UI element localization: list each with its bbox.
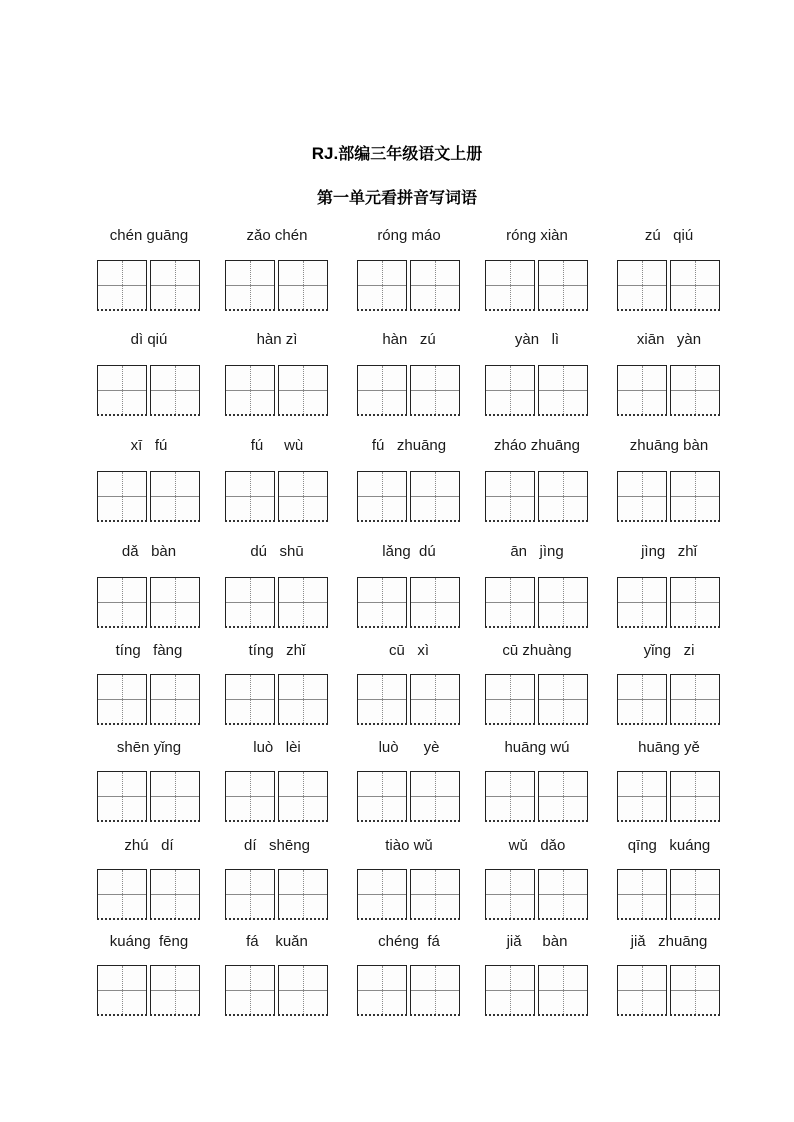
guide-line-vertical — [175, 966, 176, 1014]
tianzige-box[interactable] — [670, 471, 720, 522]
tianzige-box[interactable] — [485, 471, 535, 522]
writing-box-pair — [357, 965, 461, 1016]
tianzige-box[interactable] — [150, 965, 200, 1016]
guide-line-vertical — [303, 772, 304, 820]
pinyin-label: fú wù — [250, 437, 304, 454]
guide-line-vertical — [382, 261, 383, 309]
guide-line-vertical — [510, 772, 511, 820]
guide-line-vertical — [642, 870, 643, 918]
tianzige-box[interactable] — [410, 771, 460, 822]
pinyin-label: dú shū — [250, 543, 304, 560]
tianzige-box[interactable] — [150, 869, 200, 920]
tianzige-box[interactable] — [357, 869, 407, 920]
pinyin-label: róng máo — [377, 227, 441, 244]
tianzige-box[interactable] — [538, 771, 588, 822]
tianzige-box[interactable] — [617, 260, 667, 311]
writing-box-pair — [225, 577, 329, 628]
writing-box-pair — [97, 771, 201, 822]
guide-line-vertical — [382, 578, 383, 626]
guide-line-vertical — [695, 870, 696, 918]
tianzige-box[interactable] — [97, 965, 147, 1016]
tianzige-box[interactable] — [485, 771, 535, 822]
pinyin-label: kuáng fēng — [109, 933, 189, 950]
guide-line-vertical — [510, 870, 511, 918]
writing-box-pair — [357, 577, 461, 628]
pinyin-label: yàn lì — [514, 331, 560, 348]
guide-line-vertical — [510, 472, 511, 520]
guide-line-vertical — [642, 261, 643, 309]
tianzige-box[interactable] — [225, 674, 275, 725]
pinyin-label: shēn yǐng — [116, 739, 182, 756]
tianzige-box[interactable] — [670, 577, 720, 628]
guide-line-vertical — [563, 472, 564, 520]
guide-line-vertical — [510, 261, 511, 309]
guide-line-vertical — [303, 261, 304, 309]
writing-box-pair — [617, 260, 721, 311]
writing-box-pair — [357, 365, 461, 416]
writing-box-pair — [485, 771, 589, 822]
guide-line-vertical — [642, 772, 643, 820]
guide-line-vertical — [642, 966, 643, 1014]
tianzige-box[interactable] — [150, 471, 200, 522]
tianzige-box[interactable] — [150, 365, 200, 416]
guide-line-vertical — [435, 366, 436, 414]
pinyin-label: zǎo chén — [246, 227, 308, 244]
title-text: 部编三年级语文上册 — [338, 144, 483, 163]
title-prefix: RJ. — [311, 144, 339, 163]
tianzige-box[interactable] — [97, 365, 147, 416]
guide-line-vertical — [435, 772, 436, 820]
guide-line-vertical — [303, 578, 304, 626]
tianzige-box[interactable] — [97, 577, 147, 628]
tianzige-box[interactable] — [538, 674, 588, 725]
tianzige-box[interactable] — [538, 471, 588, 522]
writing-box-pair — [97, 365, 201, 416]
tianzige-box[interactable] — [538, 965, 588, 1016]
tianzige-box[interactable] — [225, 965, 275, 1016]
writing-box-pair — [357, 869, 461, 920]
pinyin-label: jiǎ zhuāng — [630, 933, 708, 950]
pinyin-label: jiǎ bàn — [506, 933, 568, 950]
guide-line-vertical — [122, 261, 123, 309]
tianzige-box[interactable] — [485, 869, 535, 920]
guide-line-vertical — [695, 472, 696, 520]
pinyin-label: cū zhuàng — [502, 642, 572, 659]
pinyin-label: jìng zhǐ — [641, 543, 697, 560]
tianzige-box[interactable] — [410, 965, 460, 1016]
writing-box-pair — [97, 471, 201, 522]
tianzige-box[interactable] — [150, 577, 200, 628]
writing-box-pair — [485, 577, 589, 628]
guide-line-vertical — [695, 966, 696, 1014]
pinyin-label: tíng fàng — [115, 642, 183, 659]
writing-box-pair — [357, 771, 461, 822]
tianzige-box[interactable] — [670, 869, 720, 920]
guide-line-vertical — [435, 578, 436, 626]
pinyin-label: xī fú — [130, 437, 168, 454]
tianzige-box[interactable] — [97, 674, 147, 725]
guide-line-vertical — [250, 472, 251, 520]
guide-line-vertical — [563, 966, 564, 1014]
tianzige-box[interactable] — [278, 869, 328, 920]
writing-box-pair — [97, 260, 201, 311]
tianzige-box[interactable] — [225, 771, 275, 822]
tianzige-box[interactable] — [357, 674, 407, 725]
guide-line-vertical — [122, 366, 123, 414]
tianzige-box[interactable] — [410, 365, 460, 416]
page-subtitle: 第一单元看拼音写词语 — [316, 188, 477, 207]
tianzige-box[interactable] — [357, 577, 407, 628]
tianzige-box[interactable] — [225, 577, 275, 628]
tianzige-box[interactable] — [670, 365, 720, 416]
tianzige-box[interactable] — [410, 674, 460, 725]
tianzige-box[interactable] — [670, 674, 720, 725]
writing-box-pair — [617, 771, 721, 822]
tianzige-box[interactable] — [617, 365, 667, 416]
pinyin-label: qīng kuáng — [627, 837, 711, 854]
guide-line-vertical — [563, 578, 564, 626]
tianzige-box[interactable] — [670, 965, 720, 1016]
guide-line-vertical — [175, 578, 176, 626]
pinyin-label: luò lèi — [253, 739, 301, 756]
guide-line-vertical — [563, 772, 564, 820]
writing-box-pair — [485, 365, 589, 416]
pinyin-label: fú zhuāng — [371, 437, 447, 454]
pinyin-label: wǔ dǎo — [508, 837, 566, 854]
pinyin-label: zhuāng bàn — [629, 437, 709, 454]
tianzige-box[interactable] — [670, 260, 720, 311]
pinyin-label: cū xì — [388, 642, 429, 659]
pinyin-label: tíng zhǐ — [248, 642, 306, 659]
tianzige-box[interactable] — [485, 577, 535, 628]
tianzige-box[interactable] — [278, 260, 328, 311]
writing-box-pair — [225, 471, 329, 522]
tianzige-box[interactable] — [225, 365, 275, 416]
guide-line-vertical — [303, 472, 304, 520]
guide-line-vertical — [250, 578, 251, 626]
writing-box-pair — [617, 674, 721, 725]
guide-line-vertical — [382, 966, 383, 1014]
tianzige-box[interactable] — [670, 771, 720, 822]
tianzige-box[interactable] — [150, 771, 200, 822]
guide-line-vertical — [510, 966, 511, 1014]
writing-box-pair — [357, 471, 461, 522]
page-title — [0, 141, 794, 164]
tianzige-box[interactable] — [97, 260, 147, 311]
guide-line-vertical — [435, 472, 436, 520]
guide-line-vertical — [175, 772, 176, 820]
tianzige-box[interactable] — [617, 471, 667, 522]
writing-box-pair — [617, 965, 721, 1016]
writing-box-pair — [225, 260, 329, 311]
tianzige-box[interactable] — [410, 577, 460, 628]
tianzige-box[interactable] — [278, 674, 328, 725]
writing-box-pair — [225, 365, 329, 416]
writing-box-pair — [225, 674, 329, 725]
guide-line-vertical — [382, 870, 383, 918]
pinyin-label: chén guāng — [109, 227, 189, 244]
pinyin-label: zhú dí — [124, 837, 174, 854]
guide-line-vertical — [250, 870, 251, 918]
tianzige-box[interactable] — [357, 260, 407, 311]
tianzige-box[interactable] — [538, 869, 588, 920]
tianzige-box[interactable] — [538, 365, 588, 416]
writing-box-pair — [485, 471, 589, 522]
guide-line-vertical — [175, 675, 176, 723]
guide-line-vertical — [435, 675, 436, 723]
tianzige-box[interactable] — [357, 471, 407, 522]
tianzige-box[interactable] — [538, 577, 588, 628]
tianzige-box[interactable] — [357, 771, 407, 822]
tianzige-box[interactable] — [410, 471, 460, 522]
guide-line-vertical — [175, 472, 176, 520]
writing-box-pair — [97, 674, 201, 725]
writing-box-pair — [357, 674, 461, 725]
guide-line-vertical — [382, 472, 383, 520]
pinyin-label: dǎ bàn — [121, 543, 177, 560]
tianzige-box[interactable] — [538, 260, 588, 311]
guide-line-vertical — [695, 261, 696, 309]
guide-line-vertical — [175, 261, 176, 309]
tianzige-box[interactable] — [357, 965, 407, 1016]
guide-line-vertical — [250, 772, 251, 820]
tianzige-box[interactable] — [225, 471, 275, 522]
guide-line-vertical — [175, 870, 176, 918]
pinyin-label: tiào wǔ — [385, 837, 433, 854]
guide-line-vertical — [250, 966, 251, 1014]
writing-box-pair — [97, 965, 201, 1016]
writing-box-pair — [357, 260, 461, 311]
tianzige-box[interactable] — [485, 260, 535, 311]
guide-line-vertical — [510, 675, 511, 723]
guide-line-vertical — [695, 578, 696, 626]
pinyin-label: lǎng dú — [382, 543, 436, 560]
pinyin-label: hàn zú — [382, 331, 436, 348]
tianzige-box[interactable] — [278, 365, 328, 416]
writing-box-pair — [617, 365, 721, 416]
guide-line-vertical — [122, 472, 123, 520]
tianzige-box[interactable] — [150, 674, 200, 725]
pinyin-label: ān jìng — [510, 543, 564, 560]
guide-line-vertical — [642, 472, 643, 520]
pinyin-label: róng xiàn — [506, 227, 568, 244]
tianzige-box[interactable] — [225, 260, 275, 311]
writing-box-pair — [617, 869, 721, 920]
guide-line-vertical — [642, 366, 643, 414]
tianzige-box[interactable] — [485, 965, 535, 1016]
guide-line-vertical — [435, 966, 436, 1014]
guide-line-vertical — [303, 966, 304, 1014]
pinyin-label: huāng wú — [504, 739, 570, 756]
tianzige-box[interactable] — [225, 869, 275, 920]
guide-line-vertical — [382, 366, 383, 414]
tianzige-box[interactable] — [485, 674, 535, 725]
pinyin-label: dí shēng — [244, 837, 310, 854]
pinyin-label: dì qiú — [130, 331, 168, 348]
writing-box-pair — [225, 771, 329, 822]
guide-line-vertical — [642, 675, 643, 723]
pinyin-label: yǐng zi — [643, 642, 695, 659]
guide-line-vertical — [695, 366, 696, 414]
guide-line-vertical — [122, 578, 123, 626]
guide-line-vertical — [435, 261, 436, 309]
writing-box-pair — [97, 869, 201, 920]
guide-line-vertical — [382, 675, 383, 723]
guide-line-vertical — [250, 675, 251, 723]
pinyin-label: zú qiú — [644, 227, 694, 244]
pinyin-label: zháo zhuāng — [494, 437, 580, 454]
guide-line-vertical — [303, 870, 304, 918]
guide-line-vertical — [563, 261, 564, 309]
tianzige-box[interactable] — [617, 869, 667, 920]
tianzige-box[interactable] — [617, 771, 667, 822]
guide-line-vertical — [122, 966, 123, 1014]
tianzige-box[interactable] — [485, 365, 535, 416]
writing-box-pair — [225, 965, 329, 1016]
tianzige-box[interactable] — [97, 869, 147, 920]
guide-line-vertical — [563, 366, 564, 414]
tianzige-box[interactable] — [278, 965, 328, 1016]
guide-line-vertical — [695, 675, 696, 723]
writing-box-pair — [485, 260, 589, 311]
pinyin-label: xiān yàn — [636, 331, 702, 348]
guide-line-vertical — [303, 675, 304, 723]
tianzige-box[interactable] — [410, 869, 460, 920]
pinyin-label: chéng fá — [378, 933, 440, 950]
guide-line-vertical — [510, 578, 511, 626]
pinyin-label: hàn zì — [256, 331, 298, 348]
guide-line-vertical — [122, 870, 123, 918]
guide-line-vertical — [695, 772, 696, 820]
guide-line-vertical — [250, 366, 251, 414]
guide-line-vertical — [382, 772, 383, 820]
pinyin-label: luò yè — [378, 739, 440, 756]
writing-box-pair — [485, 965, 589, 1016]
writing-box-pair — [225, 869, 329, 920]
tianzige-box[interactable] — [97, 471, 147, 522]
tianzige-box[interactable] — [617, 577, 667, 628]
guide-line-vertical — [175, 366, 176, 414]
guide-line-vertical — [122, 675, 123, 723]
writing-box-pair — [617, 577, 721, 628]
tianzige-box[interactable] — [617, 965, 667, 1016]
tianzige-box[interactable] — [150, 260, 200, 311]
guide-line-vertical — [642, 578, 643, 626]
guide-line-vertical — [122, 772, 123, 820]
tianzige-box[interactable] — [617, 674, 667, 725]
guide-line-vertical — [510, 366, 511, 414]
writing-box-pair — [617, 471, 721, 522]
tianzige-box[interactable] — [357, 365, 407, 416]
pinyin-label: fá kuǎn — [246, 933, 308, 950]
guide-line-vertical — [435, 870, 436, 918]
writing-box-pair — [97, 577, 201, 628]
guide-line-vertical — [250, 261, 251, 309]
writing-box-pair — [485, 869, 589, 920]
tianzige-box[interactable] — [278, 771, 328, 822]
writing-box-pair — [485, 674, 589, 725]
tianzige-box[interactable] — [97, 771, 147, 822]
tianzige-box[interactable] — [278, 577, 328, 628]
guide-line-vertical — [563, 675, 564, 723]
tianzige-box[interactable] — [410, 260, 460, 311]
guide-line-vertical — [563, 870, 564, 918]
pinyin-label: huāng yě — [638, 739, 700, 756]
guide-line-vertical — [303, 366, 304, 414]
tianzige-box[interactable] — [278, 471, 328, 522]
